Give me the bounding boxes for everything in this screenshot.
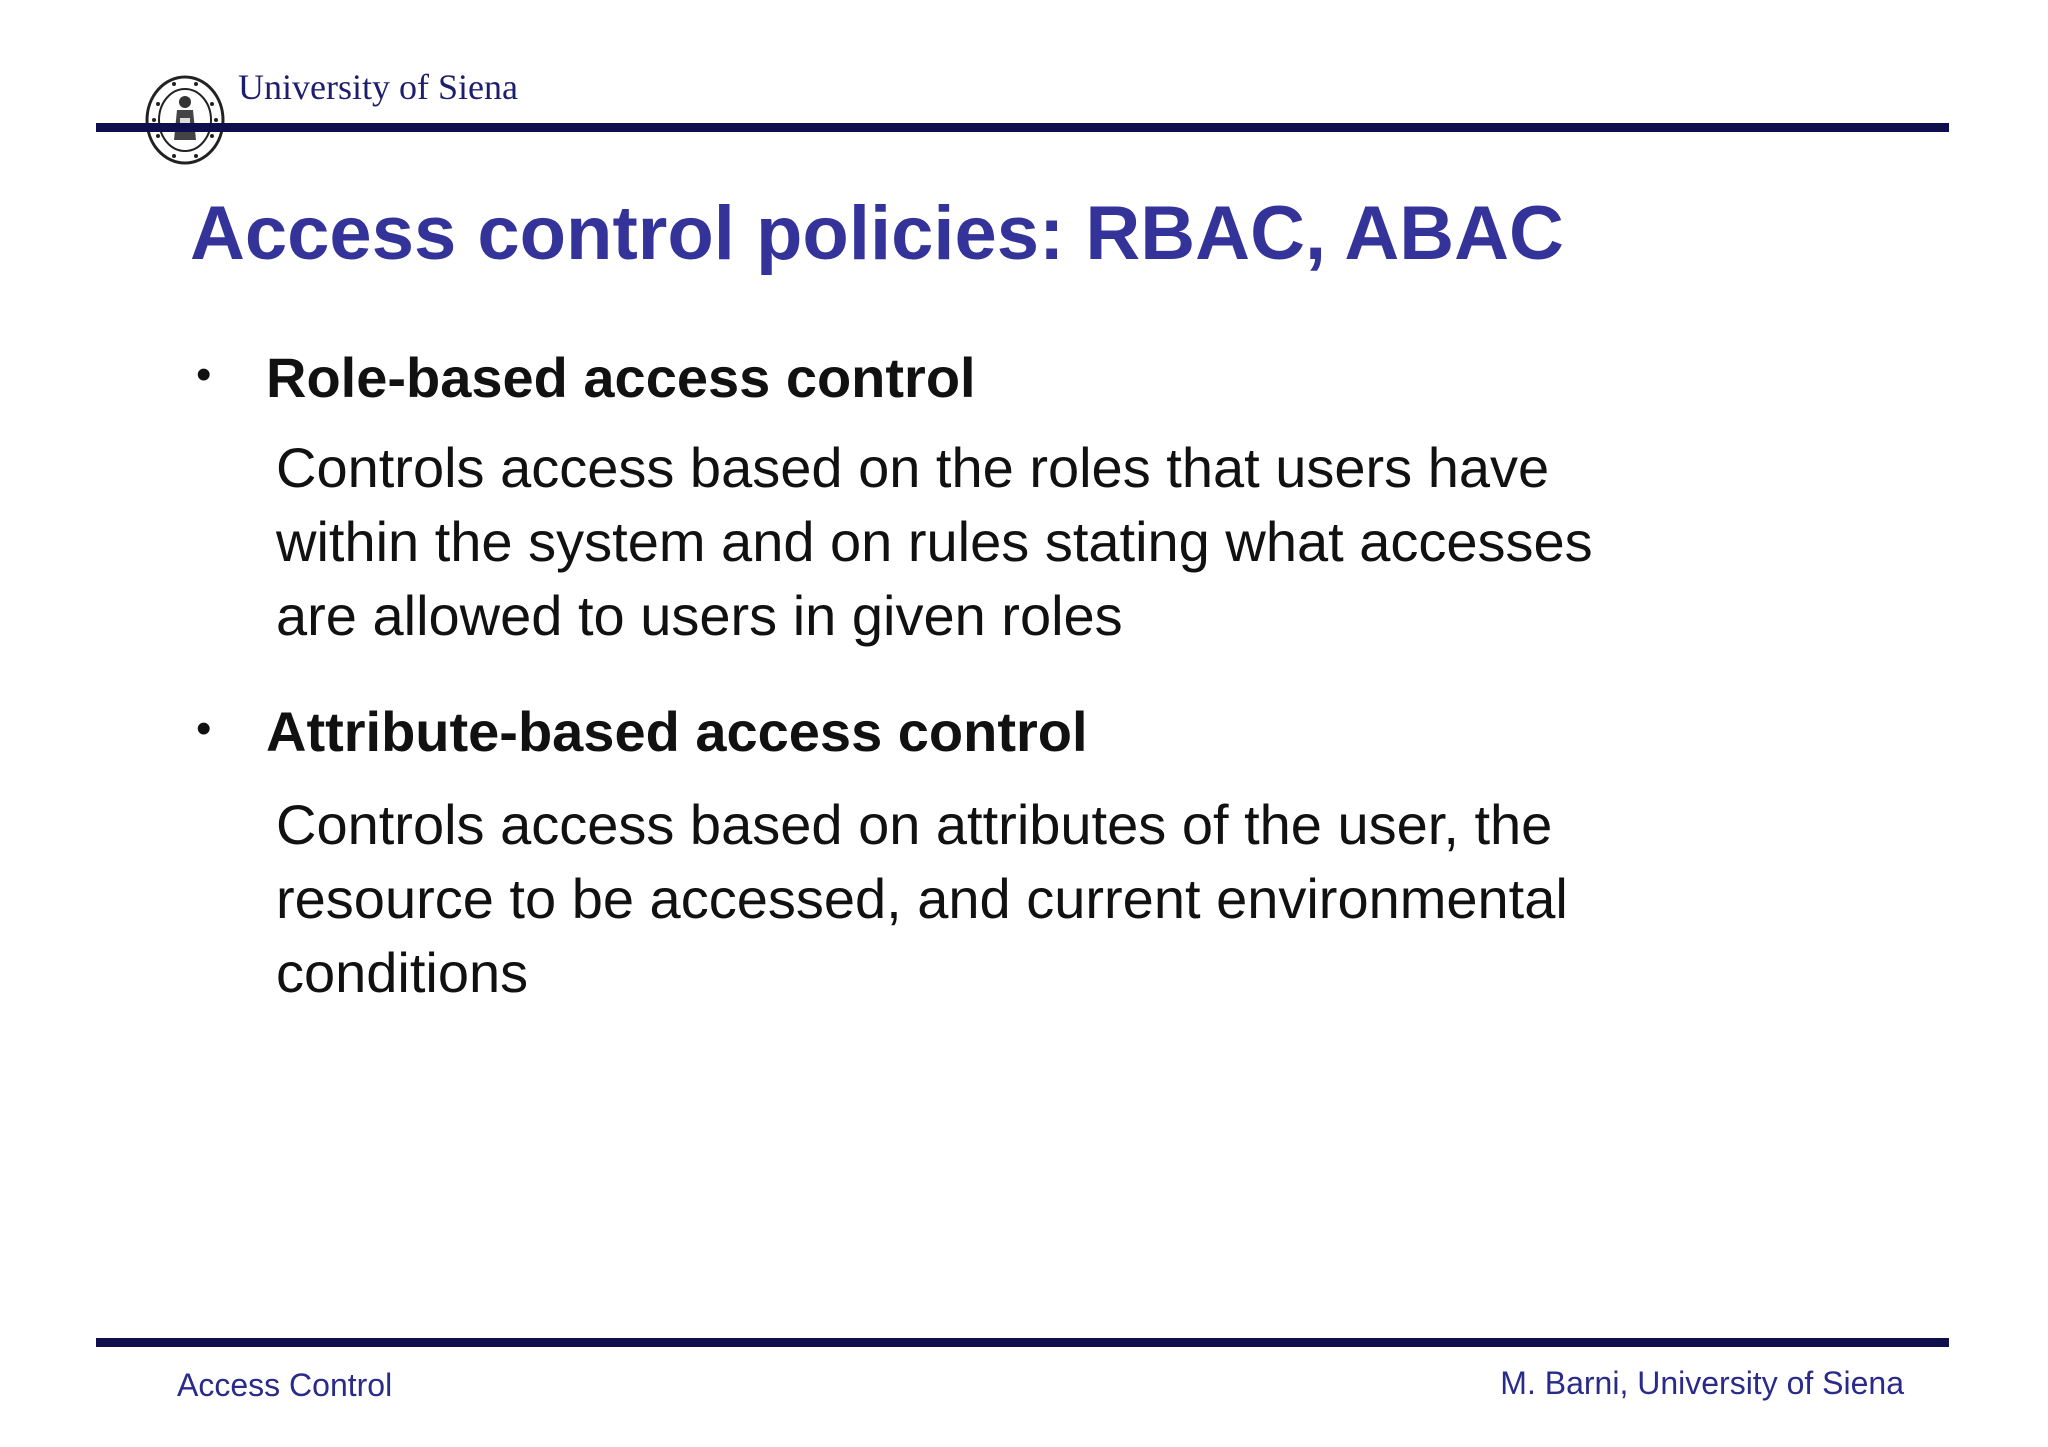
slide-title: Access control policies: RBAC, ABAC [190, 191, 1564, 276]
bullet-marker: • [196, 350, 212, 399]
footer-course-title: Access Control [177, 1367, 393, 1403]
header-rule [96, 123, 1949, 132]
body-line: are allowed to users in given roles [276, 584, 1123, 647]
university-name: University of Siena [238, 67, 518, 107]
bullet-heading-abac: Attribute-based access control [266, 700, 1088, 763]
body-line: within the system and on rules stating what accesses [276, 510, 1593, 573]
bullet-heading-rbac: Role-based access control [266, 346, 976, 409]
body-line: conditions [276, 941, 529, 1004]
university-seal-icon [144, 74, 226, 166]
bullet-marker: • [196, 704, 212, 753]
body-line: Controls access based on attributes of the user, the [276, 793, 1553, 856]
body-line: Controls access based on the roles that users have [276, 436, 1550, 499]
body-line: resource to be accessed, and current environmental [276, 867, 1568, 930]
footer-rule [96, 1338, 1949, 1347]
bullet-body-abac [276, 788, 1776, 1010]
footer-author: M. Barni, University of Siena [1500, 1365, 1904, 1401]
bullet-body-rbac [276, 431, 1776, 653]
